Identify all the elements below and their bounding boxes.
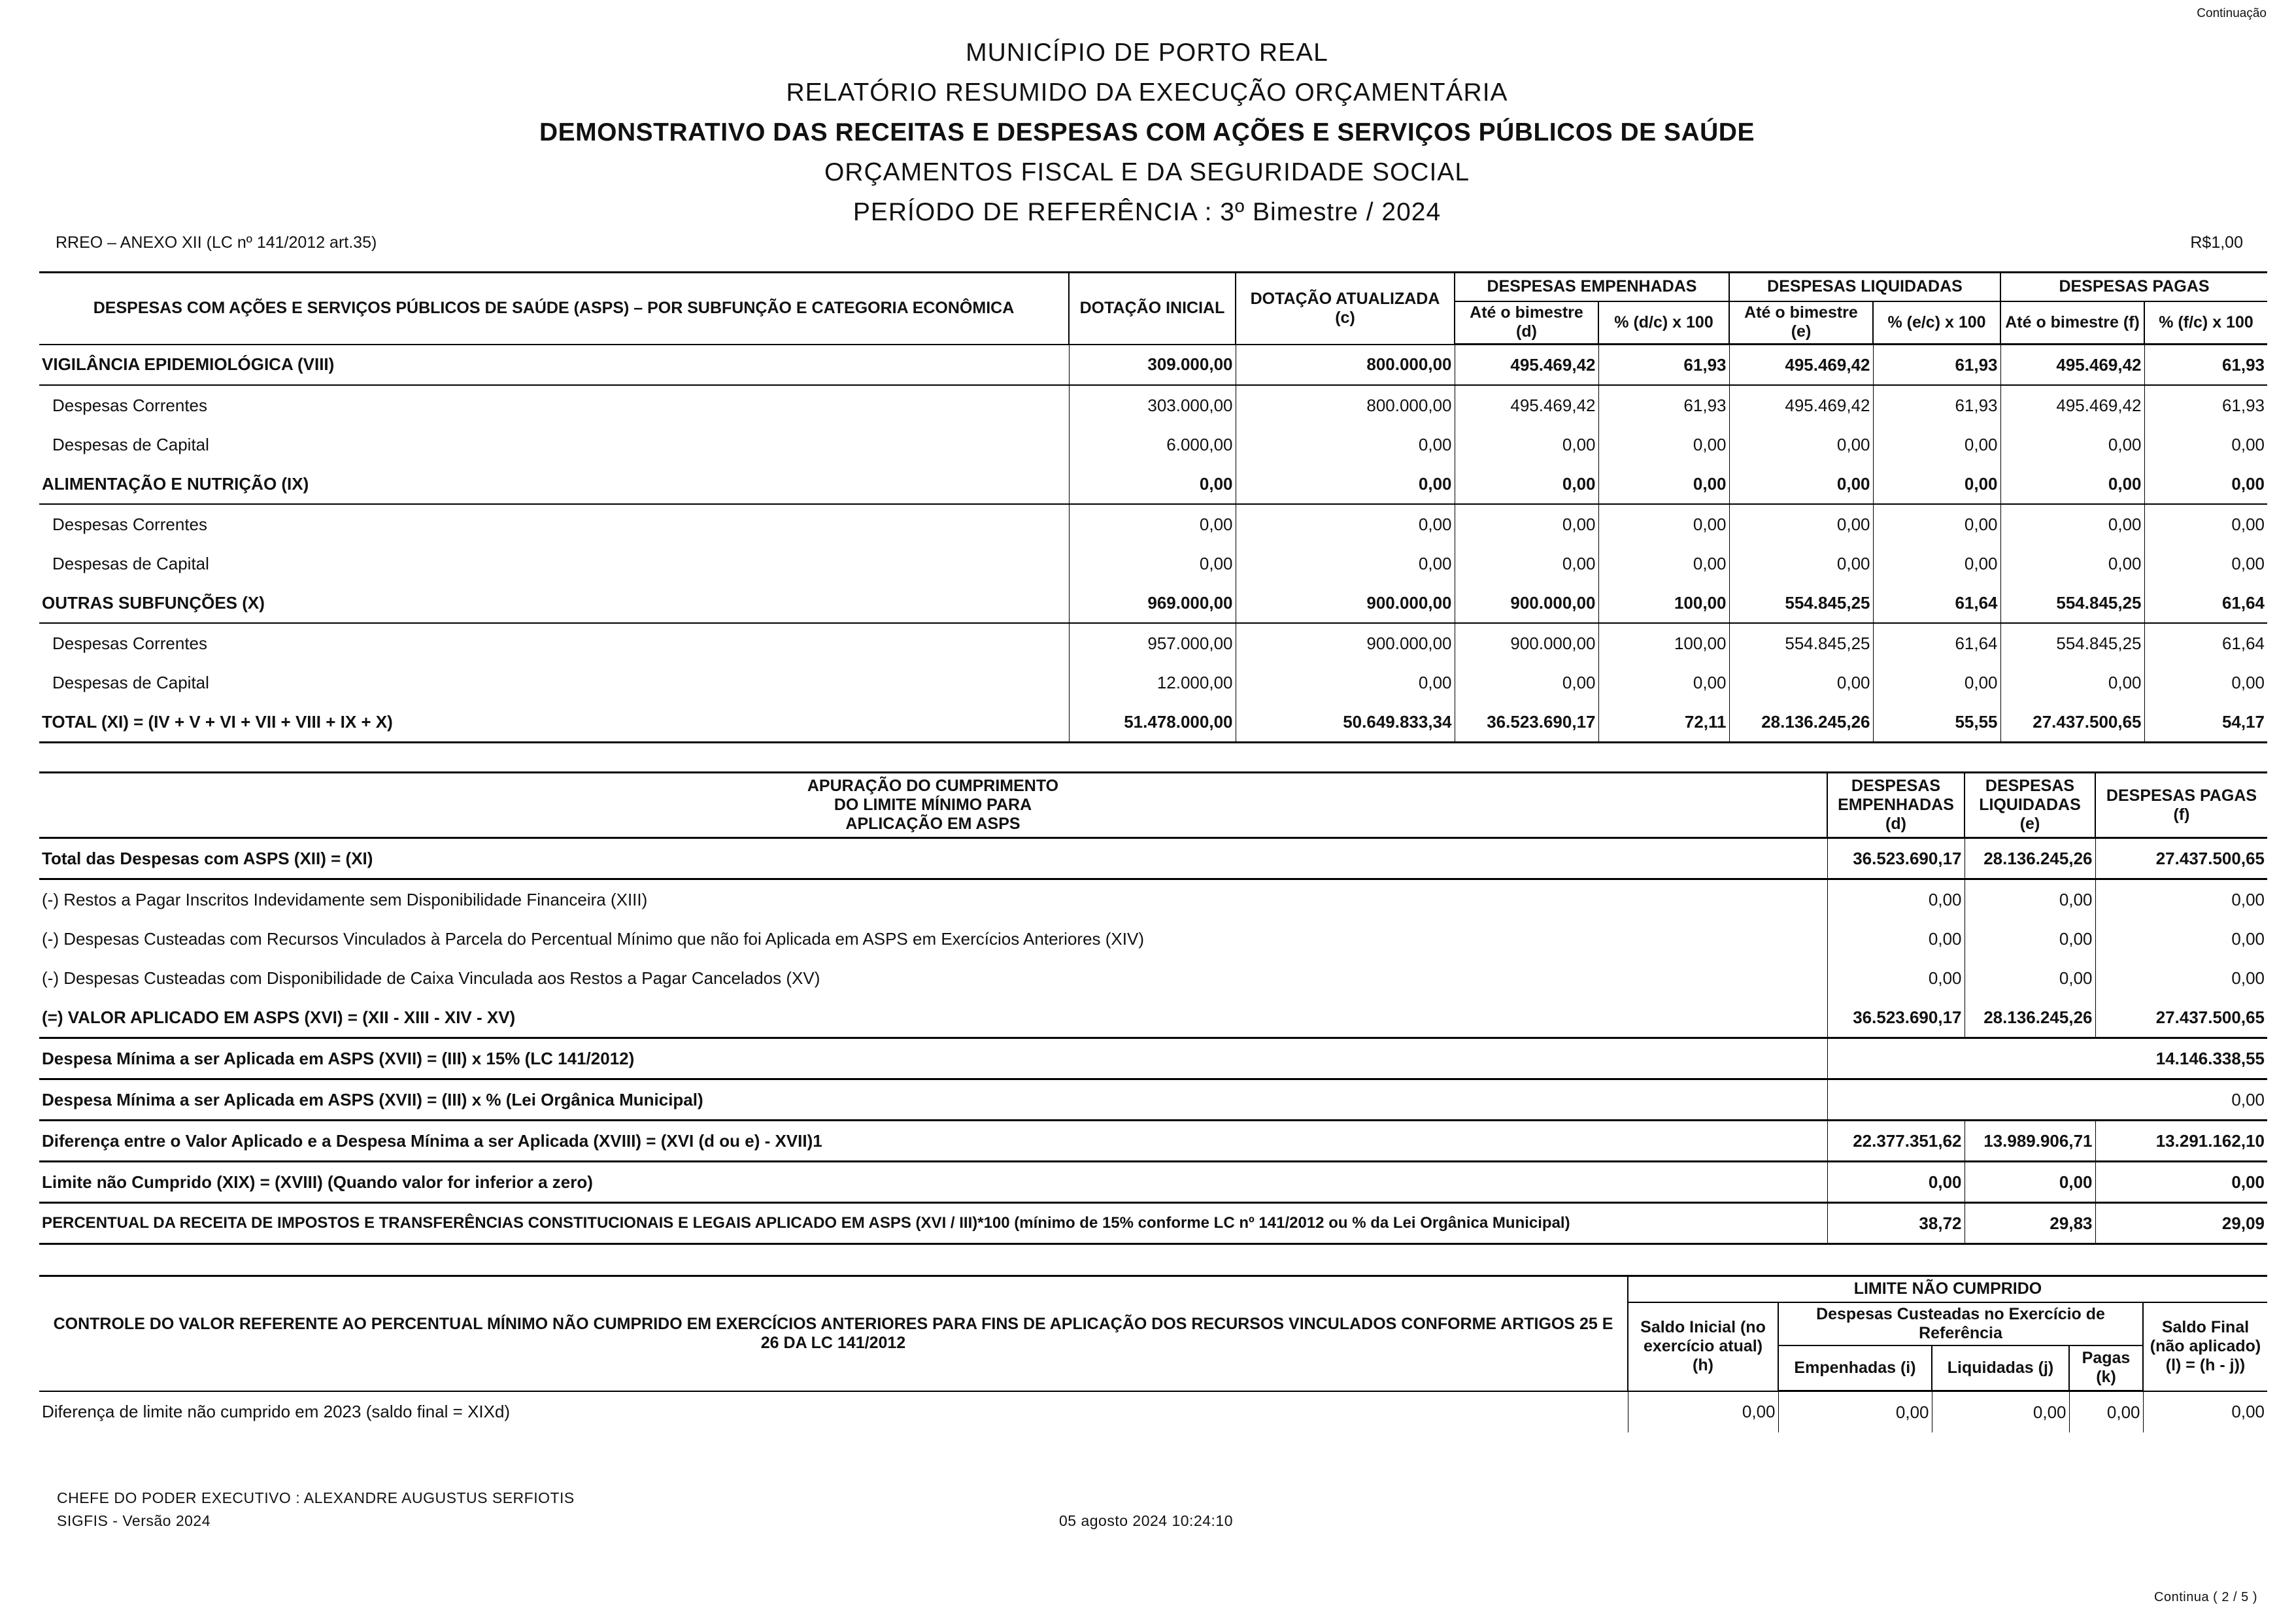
cell: 495.469,42 xyxy=(1729,345,1873,386)
col-header-committed xyxy=(1827,773,1965,838)
cell: 13.989.906,71 xyxy=(1965,1121,2095,1162)
cell: 0,00 xyxy=(1827,1162,1965,1203)
cell: 61,93 xyxy=(1873,345,2000,386)
cell: 61,64 xyxy=(2144,623,2267,663)
table-row-total xyxy=(39,702,2267,743)
header-line: (f) xyxy=(2173,805,2190,824)
header-line: EMPENHADAS xyxy=(1838,796,1954,814)
row-label: Despesas de Capital xyxy=(52,672,209,692)
table-row xyxy=(39,623,2267,663)
cell: 0,00 xyxy=(2144,544,2267,583)
row-label: VIGILÂNCIA EPIDEMIOLÓGICA (VIII) xyxy=(39,345,1069,386)
cell: 29,09 xyxy=(2095,1203,2267,1244)
cell: 0,00 xyxy=(1598,464,1729,504)
cell: 0,00 xyxy=(1778,1391,1932,1433)
annex-label: RREO – ANEXO XII (LC nº 141/2012 art.35) xyxy=(56,233,377,252)
cell: 0,00 xyxy=(1598,663,1729,702)
cell: 0,00 xyxy=(1873,464,2000,504)
table-row xyxy=(39,464,2267,504)
currency-unit: R$1,00 xyxy=(2190,233,2243,252)
cell: 554.845,25 xyxy=(1729,623,1873,663)
header-line: DESPESAS xyxy=(1985,777,2075,795)
cell: 38,72 xyxy=(1827,1203,1965,1244)
table-row xyxy=(39,1203,2267,1244)
cell: 303.000,00 xyxy=(1069,385,1236,425)
cell: 14.146.338,55 xyxy=(1827,1038,2267,1079)
col-header-limit-not-met: LIMITE NÃO CUMPRIDO xyxy=(1628,1276,2267,1302)
cell: 0,00 xyxy=(1729,663,1873,702)
cell: 0,00 xyxy=(1729,425,1873,464)
col-header-description xyxy=(39,773,1827,838)
cell: 309.000,00 xyxy=(1069,345,1236,386)
print-timestamp: 05 agosto 2024 10:24:10 xyxy=(1059,1512,1234,1529)
cell: 0,00 xyxy=(2144,425,2267,464)
cell: 0,00 xyxy=(1455,425,1598,464)
cell: 0,00 xyxy=(1598,504,1729,544)
table-row xyxy=(39,879,2267,920)
cell: 0,00 xyxy=(2000,425,2144,464)
cell: 0,00 xyxy=(1236,464,1455,504)
header-line: (d) xyxy=(1885,815,1906,833)
cell: 27.437.500,65 xyxy=(2095,998,2267,1038)
cell: 0,00 xyxy=(1729,504,1873,544)
cell: 6.000,00 xyxy=(1069,425,1236,464)
col-header-liquidated-to-date: Até o bimestre (e) xyxy=(1729,301,1873,345)
cell: 0,00 xyxy=(1628,1391,1778,1433)
header-line: DESPESAS PAGAS xyxy=(2106,786,2257,805)
cell: 0,00 xyxy=(2095,958,2267,998)
col-header-initial-balance: Saldo Inicial (no exercício atual) (h) xyxy=(1628,1302,1778,1391)
cell: 0,00 xyxy=(1873,425,2000,464)
cell: 0,00 xyxy=(1873,544,2000,583)
col-header-paid: DESPESAS PAGAS xyxy=(2000,273,2267,301)
expenses-by-subfunction-table xyxy=(39,271,2267,743)
cell: 0,00 xyxy=(1598,425,1729,464)
cell: 0,00 xyxy=(1965,958,2095,998)
col-header-committed-to-date: Até o bimestre (d) xyxy=(1455,301,1598,345)
table-row xyxy=(39,425,2267,464)
cell: 61,93 xyxy=(1873,385,2000,425)
table-row xyxy=(39,1038,2267,1079)
cell: 0,00 xyxy=(1729,464,1873,504)
header-line: LIQUIDADAS xyxy=(1979,796,2081,814)
cell: 900.000,00 xyxy=(1455,623,1598,663)
cell: 495.469,42 xyxy=(2000,345,2144,386)
table-row xyxy=(39,998,2267,1038)
cell: 0,00 xyxy=(1069,504,1236,544)
cell: 0,00 xyxy=(2144,464,2267,504)
budget-title: ORÇAMENTOS FISCAL E DA SEGURIDADE SOCIAL xyxy=(824,158,1470,186)
row-label: ALIMENTAÇÃO E NUTRIÇÃO (IX) xyxy=(39,464,1069,504)
cell: 61,93 xyxy=(1598,385,1729,425)
cell: 0,00 xyxy=(1873,663,2000,702)
cell: 800.000,00 xyxy=(1236,385,1455,425)
cell: 27.437.500,65 xyxy=(2095,838,2267,879)
cell: 495.469,42 xyxy=(1729,385,1873,425)
cell: 0,00 xyxy=(1932,1391,2069,1433)
col-header-committed-pct: % (d/c) x 100 xyxy=(1598,301,1729,345)
col-header-paid-to-date: Até o bimestre (f) xyxy=(2000,301,2144,345)
cell: 0,00 xyxy=(1598,544,1729,583)
col-header-paid xyxy=(2095,773,2267,838)
row-label: Despesa Mínima a ser Aplicada em ASPS (XVII) = (III) x 15% (LC 141/2012) xyxy=(39,1038,1827,1079)
cell: 0,00 xyxy=(2095,919,2267,958)
cell: 0,00 xyxy=(1827,919,1965,958)
cell: 0,00 xyxy=(1236,425,1455,464)
cell: 28.136.245,26 xyxy=(1965,998,2095,1038)
cell: 0,00 xyxy=(2000,464,2144,504)
report-header xyxy=(0,33,2294,232)
report-title: RELATÓRIO RESUMIDO DA EXECUÇÃO ORÇAMENTÁRIA xyxy=(786,78,1508,107)
row-label: Despesas de Capital xyxy=(52,553,209,573)
table-row xyxy=(39,919,2267,958)
cell: 12.000,00 xyxy=(1069,663,1236,702)
cell: 0,00 xyxy=(1455,544,1598,583)
cell: 495.469,42 xyxy=(1455,385,1598,425)
cell: 0,00 xyxy=(2095,1162,2267,1203)
cell: 0,00 xyxy=(1827,958,1965,998)
period-title: PERÍODO DE REFERÊNCIA : 3º Bimestre / 2024 xyxy=(852,198,1442,226)
col-header-committed: DESPESAS EMPENHADAS xyxy=(1455,273,1729,301)
row-label: (-) Restos a Pagar Inscritos Indevidamente sem Disponibilidade Financeira (XIII) xyxy=(42,889,648,909)
executive-chief: CHEFE DO PODER EXECUTIVO : ALEXANDRE AUGUSTUS SERFIOTIS xyxy=(57,1489,575,1506)
statement-title: DEMONSTRATIVO DAS RECEITAS E DESPESAS COM AÇÕES E SERVIÇOS PÚBLICOS DE SAÚDE xyxy=(539,118,1755,146)
cell: 0,00 xyxy=(1729,544,1873,583)
table-row xyxy=(39,583,2267,623)
row-label: Diferença de limite não cumprido em 2023 (saldo final = XIXd) xyxy=(42,1402,511,1422)
row-label: Diferença entre o Valor Aplicado e a Despesa Mínima a ser Aplicada (XVIII) = (XVI (d ou e) - XVII)1 xyxy=(39,1121,1827,1162)
cell: 0,00 xyxy=(1236,663,1455,702)
table-row xyxy=(39,1079,2267,1121)
cell: 61,93 xyxy=(2144,385,2267,425)
table-row xyxy=(39,1162,2267,1203)
cell: 554.845,25 xyxy=(1729,583,1873,623)
row-label: Despesas Correntes xyxy=(52,395,207,415)
cell: 0,00 xyxy=(2095,879,2267,920)
cell: 61,93 xyxy=(1598,345,1729,386)
cell: 900.000,00 xyxy=(1455,583,1598,623)
cell: 495.469,42 xyxy=(1455,345,1598,386)
cell: 969.000,00 xyxy=(1069,583,1236,623)
col-header-expenses-funded: Despesas Custeadas no Exercício de Referência xyxy=(1778,1302,2143,1345)
cell: 22.377.351,62 xyxy=(1827,1121,1965,1162)
col-header-updated-allocation: DOTAÇÃO ATUALIZADA (c) xyxy=(1236,273,1455,345)
cell: 61,64 xyxy=(1873,583,2000,623)
cell: 36.523.690,17 xyxy=(1827,998,1965,1038)
cell: 0,00 xyxy=(2143,1391,2267,1433)
header-line: APURAÇÃO DO CUMPRIMENTO xyxy=(807,777,1059,795)
cell: 13.291.162,10 xyxy=(2095,1121,2267,1162)
header-line: APLICAÇÃO EM ASPS xyxy=(845,815,1020,833)
cell: 50.649.833,34 xyxy=(1236,702,1455,743)
cell: 36.523.690,17 xyxy=(1455,702,1598,743)
row-label: (-) Despesas Custeadas com Disponibilidade de Caixa Vinculada aos Restos a Pagar Cancelados (XV) xyxy=(42,968,820,988)
cell: 0,00 xyxy=(2000,544,2144,583)
table-row xyxy=(39,504,2267,544)
cell: 554.845,25 xyxy=(2000,623,2144,663)
cell: 900.000,00 xyxy=(1236,623,1455,663)
cell: 0,00 xyxy=(2144,663,2267,702)
row-label: Total das Despesas com ASPS (XII) = (XI) xyxy=(39,838,1827,879)
col-header-description: DESPESAS COM AÇÕES E SERVIÇOS PÚBLICOS DE SAÚDE (ASPS) – POR SUBFUNÇÃO E CATEGORIA ECONÔMICA xyxy=(39,273,1069,345)
cell: 0,00 xyxy=(1965,879,2095,920)
minimum-limit-table xyxy=(39,771,2267,1245)
system-version: SIGFIS - Versão 2024 xyxy=(57,1512,211,1529)
row-label: (=) VALOR APLICADO EM ASPS (XVI) = (XII - XIII - XIV - XV) xyxy=(39,998,1827,1038)
cell: 54,17 xyxy=(2144,702,2267,743)
cell: 29,83 xyxy=(1965,1203,2095,1244)
cell: 61,64 xyxy=(2144,583,2267,623)
col-header-liquidated: DESPESAS LIQUIDADAS xyxy=(1729,273,2000,301)
cell: 72,11 xyxy=(1598,702,1729,743)
cell: 55,55 xyxy=(1873,702,2000,743)
cell: 554.845,25 xyxy=(2000,583,2144,623)
col-header-liquidated-pct: % (e/c) x 100 xyxy=(1873,301,2000,345)
row-label: Limite não Cumprido (XIX) = (XVIII) (Quando valor for inferior a zero) xyxy=(39,1162,1827,1203)
table-row xyxy=(39,663,2267,702)
table-row xyxy=(39,544,2267,583)
row-label: Despesas Correntes xyxy=(52,633,207,653)
row-label: Despesas de Capital xyxy=(52,434,209,454)
continuation-label: Continuação xyxy=(2197,7,2267,20)
cell: 61,93 xyxy=(2144,345,2267,386)
col-header-liquidated xyxy=(1965,773,2095,838)
cell: 36.523.690,17 xyxy=(1827,838,1965,879)
cell: 0,00 xyxy=(1965,1162,2095,1203)
col-header-liquidated: Liquidadas (j) xyxy=(1932,1345,2069,1391)
cell: 0,00 xyxy=(1069,464,1236,504)
cell: 0,00 xyxy=(1455,504,1598,544)
row-label: (-) Despesas Custeadas com Recursos Vinculados à Parcela do Percentual Mínimo que não foi Aplicada em ASPS em Exercícios Anteriores (XIV) xyxy=(42,928,1144,949)
prior-years-control-table xyxy=(39,1275,2267,1432)
cell: 0,00 xyxy=(2000,504,2144,544)
cell: 0,00 xyxy=(1069,544,1236,583)
cell: 28.136.245,26 xyxy=(1965,838,2095,879)
row-label: TOTAL (XI) = (IV + V + VI + VII + VIII + IX + X) xyxy=(42,711,393,732)
col-header-final-balance: Saldo Final (não aplicado) (l) = (h - j)) xyxy=(2143,1302,2267,1391)
cell: 0,00 xyxy=(2000,663,2144,702)
cell: 0,00 xyxy=(2144,504,2267,544)
municipality-title: MUNICÍPIO DE PORTO REAL xyxy=(966,39,1328,67)
table-row xyxy=(39,345,2267,386)
cell: 900.000,00 xyxy=(1236,583,1455,623)
cell: 0,00 xyxy=(1827,1079,2267,1121)
header-line: DESPESAS xyxy=(1851,777,1941,795)
cell: 800.000,00 xyxy=(1236,345,1455,386)
header-line: DO LIMITE MÍNIMO PARA xyxy=(834,796,1032,814)
cell: 61,64 xyxy=(1873,623,2000,663)
col-header-description: CONTROLE DO VALOR REFERENTE AO PERCENTUAL MÍNIMO NÃO CUMPRIDO EM EXERCÍCIOS ANTERIORES PARA FINS DE APLICAÇÃO DOS RECURSOS VINCULADOS CONFORME ARTIGOS 25 E 26 DA LC 141/2012 xyxy=(39,1276,1628,1391)
table-row xyxy=(39,1391,2267,1433)
row-label: OUTRAS SUBFUNÇÕES (X) xyxy=(39,583,1069,623)
cell: 0,00 xyxy=(1236,504,1455,544)
cell: 0,00 xyxy=(1965,919,2095,958)
cell: 0,00 xyxy=(1827,879,1965,920)
cell: 0,00 xyxy=(1873,504,2000,544)
cell: 495.469,42 xyxy=(2000,385,2144,425)
table-row xyxy=(39,838,2267,879)
table-row xyxy=(39,1121,2267,1162)
cell: 0,00 xyxy=(1455,663,1598,702)
cell: 0,00 xyxy=(1236,544,1455,583)
header-line: (e) xyxy=(2019,815,2040,833)
cell: 51.478.000,00 xyxy=(1069,702,1236,743)
cell: 957.000,00 xyxy=(1069,623,1236,663)
cell: 100,00 xyxy=(1598,623,1729,663)
row-label: Despesas Correntes xyxy=(52,514,207,534)
table-row xyxy=(39,385,2267,425)
table-row xyxy=(39,958,2267,998)
cell: 0,00 xyxy=(1455,464,1598,504)
cell: 27.437.500,65 xyxy=(2000,702,2144,743)
page-continuation: Continua ( 2 / 5 ) xyxy=(2154,1590,2257,1604)
col-header-committed: Empenhadas (i) xyxy=(1778,1345,1932,1391)
col-header-paid: Pagas (k) xyxy=(2069,1345,2143,1391)
col-header-initial-allocation: DOTAÇÃO INICIAL xyxy=(1069,273,1236,345)
cell: 28.136.245,26 xyxy=(1729,702,1873,743)
row-label: Despesa Mínima a ser Aplicada em ASPS (XVII) = (III) x % (Lei Orgânica Municipal) xyxy=(39,1079,1827,1121)
cell: 100,00 xyxy=(1598,583,1729,623)
row-label: PERCENTUAL DA RECEITA DE IMPOSTOS E TRANSFERÊNCIAS CONSTITUCIONAIS E LEGAIS APLICADO EM ASPS (XVI / III)*100 (mínimo de 15% conforme LC nº 141/2012 ou % da Lei Orgânica Municipal) xyxy=(42,1214,1570,1232)
col-header-paid-pct: % (f/c) x 100 xyxy=(2144,301,2267,345)
cell: 0,00 xyxy=(2069,1391,2143,1433)
